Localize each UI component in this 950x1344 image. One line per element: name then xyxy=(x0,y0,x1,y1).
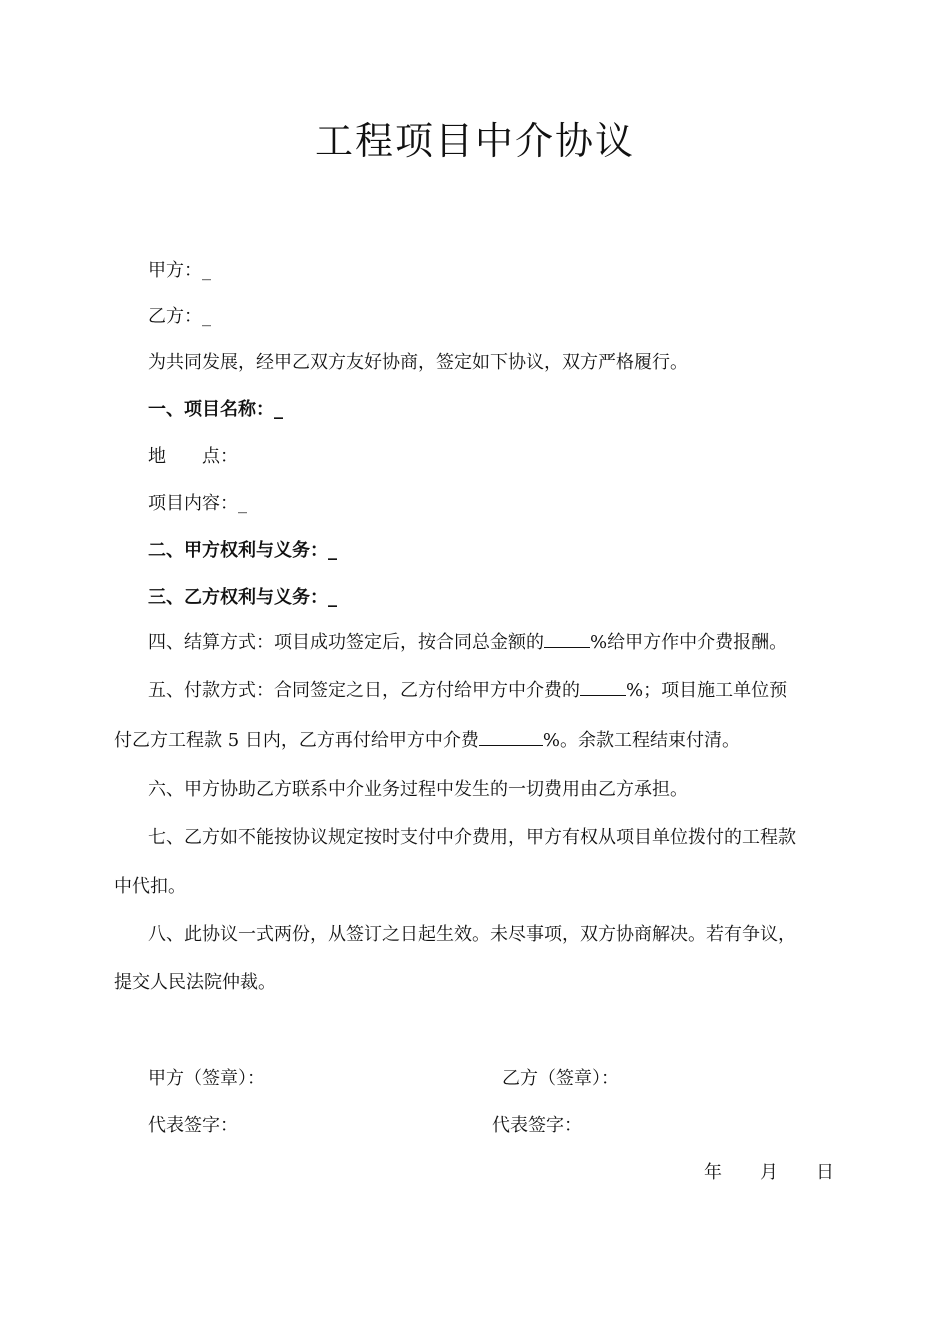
location-line: 地 点： xyxy=(148,446,238,467)
clause-4-text-b: %给甲方作中介费报酬。 xyxy=(590,632,788,653)
date-month: 月 xyxy=(760,1162,778,1183)
clause-4-settlement xyxy=(148,628,787,658)
clause-2-party-a-rights: 二、甲方权利与义务：_ xyxy=(148,540,337,561)
clause-5-text-c: 付乙方工程款 5 日内，乙方再付给甲方中介费 xyxy=(114,730,479,751)
clause-8-line-2: 提交人民法院仲裁。 xyxy=(114,972,276,993)
clause-6-costs: 六、甲方协助乙方联系中介业务过程中发生的一切费用由乙方承担。 xyxy=(148,779,688,800)
document-title: 工程项目中介协议 xyxy=(314,119,635,163)
project-content-line: 项目内容：_ xyxy=(148,493,247,514)
party-a-seal-label: 甲方（签章）： xyxy=(148,1068,265,1089)
party-b-seal-label: 乙方（签章）： xyxy=(502,1068,619,1089)
clause-8-line-1: 八、此协议一式两份，从签订之日起生效。未尽事项，双方协商解决。若有争议， xyxy=(148,924,796,945)
clause-1-project-name: 一、项目名称：_ xyxy=(148,399,283,420)
date-day: 日 xyxy=(816,1162,834,1183)
clause-5-payment-line-1 xyxy=(148,676,787,706)
clause-3-party-b-rights: 三、乙方权利与义务：_ xyxy=(148,587,337,608)
clause-7-line-2: 中代扣。 xyxy=(114,876,186,897)
clause-5-payment-line-2 xyxy=(114,726,740,756)
clause-4-text-a: 四、结算方式：项目成功签定后，按合同总金额的 xyxy=(148,632,544,653)
date-year: 年 xyxy=(704,1162,722,1183)
clause-4-percent-blank xyxy=(544,629,590,648)
clause-5-text-d: %。余款工程结束付清。 xyxy=(542,730,741,751)
rep-a-signature-label: 代表签字： xyxy=(148,1115,238,1136)
party-a-line: 甲方：_ xyxy=(148,260,211,281)
clause-5-text-a: 五、付款方式：合同签定之日，乙方付给甲方中介费的 xyxy=(148,680,580,701)
clause-5-percent-blank-2 xyxy=(479,727,543,746)
date-line xyxy=(704,1158,834,1188)
rep-b-signature-label: 代表签字： xyxy=(492,1115,582,1136)
clause-5-text-b: %；项目施工单位预 xyxy=(626,680,788,701)
clause-7-line-1: 七、乙方如不能按协议规定按时支付中介费用，甲方有权从项目单位拨付的工程款 xyxy=(148,827,796,848)
clause-5-percent-blank-1 xyxy=(580,677,626,696)
intro-paragraph: 为共同发展，经甲乙双方友好协商，签定如下协议，双方严格履行。 xyxy=(148,352,688,373)
party-b-line: 乙方：_ xyxy=(148,306,211,327)
